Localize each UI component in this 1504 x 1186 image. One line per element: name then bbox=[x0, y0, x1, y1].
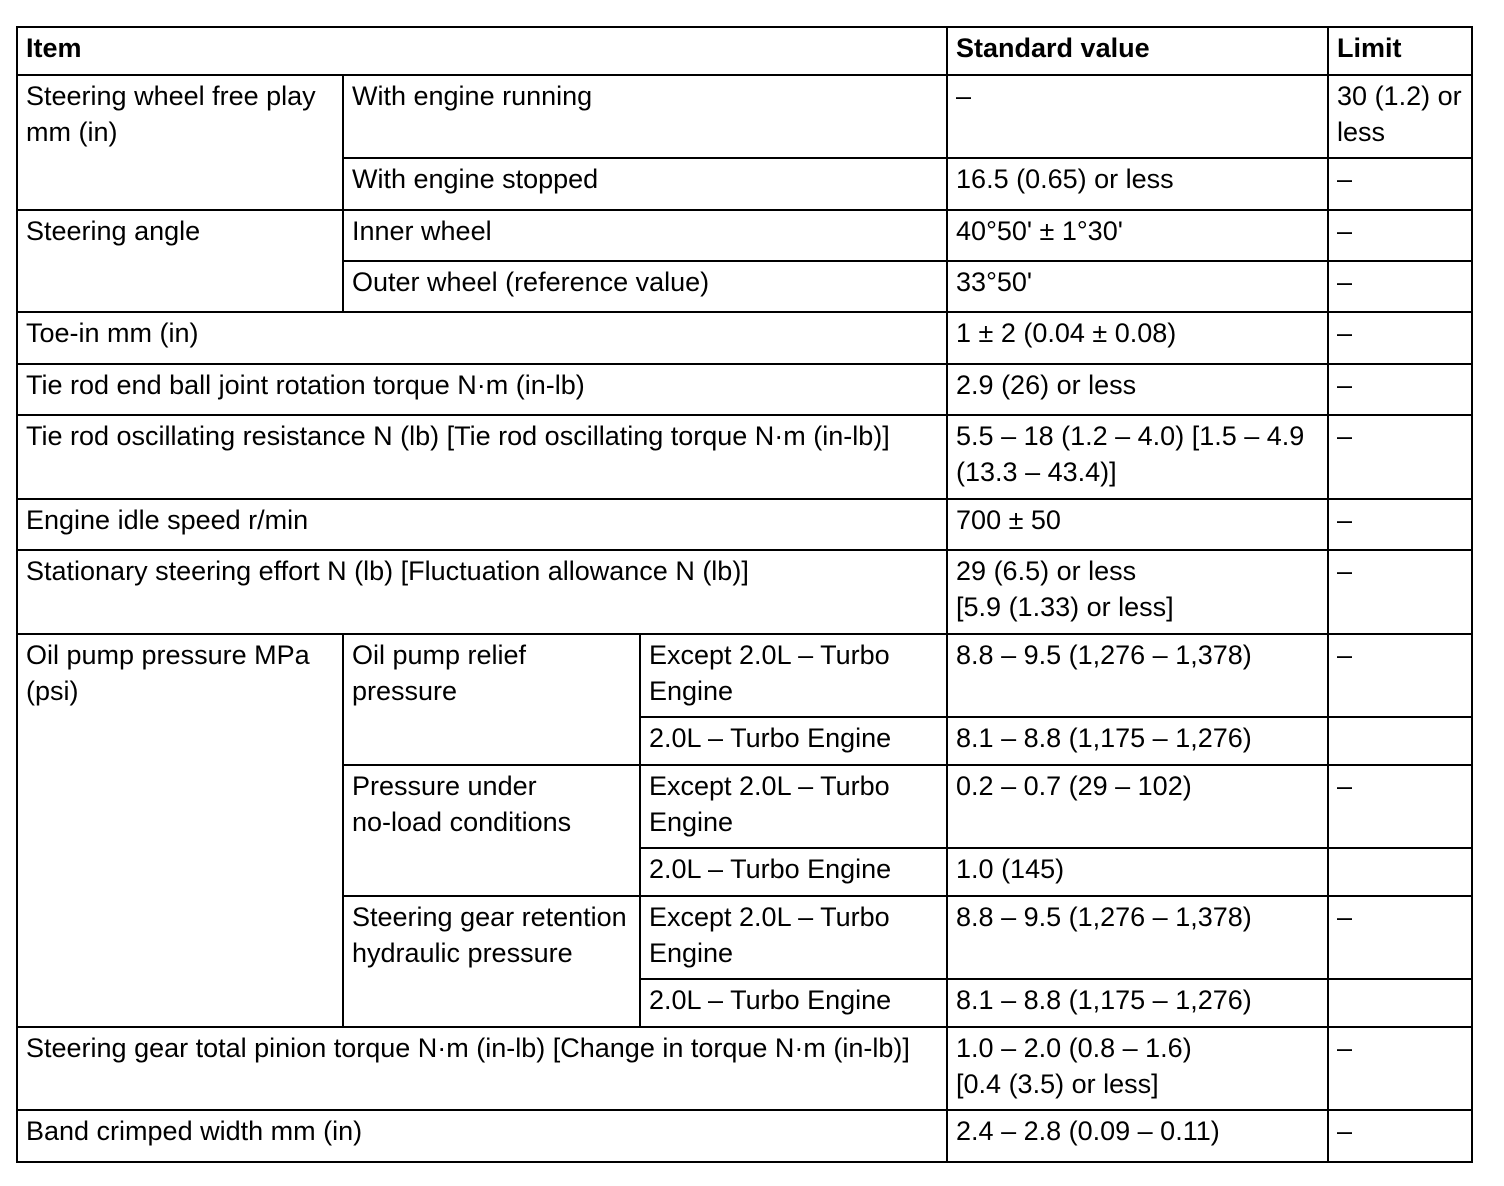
engine-cell: 2.0L – Turbo Engine bbox=[640, 848, 947, 896]
table-row bbox=[17, 415, 1472, 499]
item-cell: Engine idle speed r/min bbox=[17, 499, 947, 550]
table-row bbox=[17, 1110, 1472, 1162]
condition-cell: With engine stopped bbox=[343, 158, 947, 210]
limit-cell: – bbox=[1328, 550, 1472, 634]
condition-line: Pressure under bbox=[352, 771, 537, 801]
limit-cell: – bbox=[1328, 261, 1472, 312]
standard-value-line: [5.9 (1.33) or less] bbox=[956, 592, 1174, 622]
condition-cell: With engine running bbox=[343, 75, 947, 158]
limit-cell: – bbox=[1328, 312, 1472, 364]
specification-table bbox=[16, 26, 1473, 1163]
limit-cell bbox=[1328, 717, 1472, 765]
standard-value-cell: 1.0 (145) bbox=[947, 848, 1328, 896]
standard-value-cell: 33°50' bbox=[947, 261, 1328, 312]
limit-cell: – bbox=[1328, 1027, 1472, 1110]
table-row bbox=[17, 1027, 1472, 1110]
table-row bbox=[17, 634, 1472, 717]
item-cell: Oil pump pressure MPa (psi) bbox=[17, 634, 343, 1027]
item-cell: Toe-in mm (in) bbox=[17, 312, 947, 364]
condition-line: no-load conditions bbox=[352, 807, 572, 837]
limit-cell: – bbox=[1328, 499, 1472, 550]
item-cell: Tie rod oscillating resistance N (lb) [Tie rod oscillating torque N·m (in-lb)] bbox=[17, 415, 947, 499]
limit-cell bbox=[1328, 848, 1472, 896]
limit-cell bbox=[1328, 979, 1472, 1027]
limit-cell: – bbox=[1328, 210, 1472, 261]
limit-cell: – bbox=[1328, 364, 1472, 415]
limit-cell: – bbox=[1328, 158, 1472, 210]
engine-cell: 2.0L – Turbo Engine bbox=[640, 979, 947, 1027]
table-row bbox=[17, 364, 1472, 415]
standard-value-cell: 16.5 (0.65) or less bbox=[947, 158, 1328, 210]
condition-cell: Inner wheel bbox=[343, 210, 947, 261]
item-cell: Stationary steering effort N (lb) [Fluctuation allowance N (lb)] bbox=[17, 550, 947, 634]
condition-cell: Oil pump relief pressure bbox=[343, 634, 640, 765]
standard-value-line: [0.4 (3.5) or less] bbox=[956, 1069, 1159, 1099]
standard-value-cell: 8.1 – 8.8 (1,175 – 1,276) bbox=[947, 979, 1328, 1027]
limit-cell: – bbox=[1328, 896, 1472, 979]
table-row bbox=[17, 210, 1472, 261]
standard-value-cell: 2.9 (26) or less bbox=[947, 364, 1328, 415]
header-standard-value: Standard value bbox=[947, 27, 1328, 75]
header-row bbox=[17, 27, 1472, 75]
standard-value-cell bbox=[947, 1027, 1328, 1110]
item-cell: Steering gear total pinion torque N·m (in-lb) [Change in torque N·m (in-lb)] bbox=[17, 1027, 947, 1110]
table-row bbox=[17, 312, 1472, 364]
standard-value-cell: 5.5 – 18 (1.2 – 4.0) [1.5 – 4.9 (13.3 – 43.4)] bbox=[947, 415, 1328, 499]
limit-cell: – bbox=[1328, 765, 1472, 848]
condition-cell: Outer wheel (reference value) bbox=[343, 261, 947, 312]
standard-value-cell: 8.8 – 9.5 (1,276 – 1,378) bbox=[947, 896, 1328, 979]
standard-value-cell: 8.8 – 9.5 (1,276 – 1,378) bbox=[947, 634, 1328, 717]
item-cell: Steering wheel free play mm (in) bbox=[17, 75, 343, 210]
standard-value-line: 29 (6.5) or less bbox=[956, 556, 1137, 586]
item-cell: Band crimped width mm (in) bbox=[17, 1110, 947, 1162]
limit-cell: – bbox=[1328, 1110, 1472, 1162]
standard-value-line: 1.0 – 2.0 (0.8 – 1.6) bbox=[956, 1033, 1192, 1063]
engine-cell: Except 2.0L – Turbo Engine bbox=[640, 634, 947, 717]
condition-cell: Steering gear retention hydraulic pressure bbox=[343, 896, 640, 1027]
standard-value-cell: 2.4 – 2.8 (0.09 – 0.11) bbox=[947, 1110, 1328, 1162]
item-cell: Tie rod end ball joint rotation torque N·m (in-lb) bbox=[17, 364, 947, 415]
table-row bbox=[17, 550, 1472, 634]
standard-value-cell: 1 ± 2 (0.04 ± 0.08) bbox=[947, 312, 1328, 364]
engine-cell: Except 2.0L – Turbo Engine bbox=[640, 896, 947, 979]
header-item: Item bbox=[17, 27, 947, 75]
standard-value-cell: 0.2 – 0.7 (29 – 102) bbox=[947, 765, 1328, 848]
table-row bbox=[17, 75, 1472, 158]
table-row bbox=[17, 499, 1472, 550]
item-cell: Steering angle bbox=[17, 210, 343, 312]
limit-cell: 30 (1.2) or less bbox=[1328, 75, 1472, 158]
standard-value-cell bbox=[947, 550, 1328, 634]
standard-value-cell: 8.1 – 8.8 (1,175 – 1,276) bbox=[947, 717, 1328, 765]
standard-value-cell: 40°50' ± 1°30' bbox=[947, 210, 1328, 261]
standard-value-cell: – bbox=[947, 75, 1328, 158]
limit-cell: – bbox=[1328, 415, 1472, 499]
header-limit: Limit bbox=[1328, 27, 1472, 75]
limit-cell: – bbox=[1328, 634, 1472, 717]
condition-cell bbox=[343, 765, 640, 896]
engine-cell: 2.0L – Turbo Engine bbox=[640, 717, 947, 765]
standard-value-cell: 700 ± 50 bbox=[947, 499, 1328, 550]
engine-cell: Except 2.0L – Turbo Engine bbox=[640, 765, 947, 848]
